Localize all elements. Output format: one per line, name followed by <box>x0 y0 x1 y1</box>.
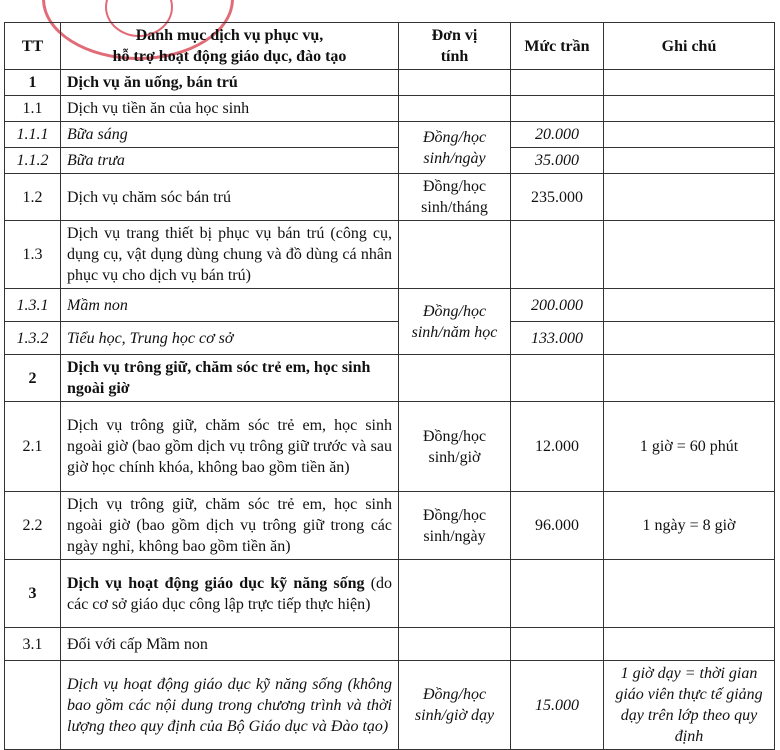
row-unit <box>399 560 511 628</box>
row-name: Tiểu học, Trung học cơ sở <box>61 322 399 355</box>
header-service-line2: hỗ trợ hoạt động giáo dục, đào tạo <box>112 48 347 65</box>
row-name: Dịch vụ ăn uống, bán trú <box>61 70 399 96</box>
row-price: 20.000 <box>511 122 604 148</box>
row-note <box>604 221 775 289</box>
row-name: Dịch vụ trông giữ, chăm sóc trẻ em, học sinh ngoài giờ (bao gồm dịch vụ trông giữ trước và sau giờ học chính khóa, không bao gồm tiền ăn) <box>61 402 399 492</box>
header-price: Mức trần <box>511 23 604 70</box>
table-row <box>5 289 775 322</box>
header-unit <box>399 23 511 70</box>
row-unit: Đồng/học sinh/tháng <box>399 174 511 221</box>
row-tt: 1 <box>5 70 61 96</box>
row-tt: 1.2 <box>5 174 61 221</box>
row-note <box>604 122 775 148</box>
table-row <box>5 628 775 661</box>
table-row <box>5 221 775 289</box>
row-note <box>604 148 775 174</box>
row-unit <box>399 96 511 122</box>
header-unit-line2: tính <box>440 48 469 65</box>
row-name: Bữa trưa <box>61 148 399 174</box>
row-tt: 3.1 <box>5 628 61 661</box>
row-unit <box>399 355 511 402</box>
row-name: Dịch vụ trông giữ, chăm sóc trẻ em, học sinh ngoài giờ (bao gồm dịch vụ trông giữ trong các ngày nghỉ, không bao gồm tiền ăn) <box>61 492 399 560</box>
row-note: 1 ngày = 8 giờ <box>604 492 775 560</box>
table-row <box>5 560 775 628</box>
row-unit <box>399 221 511 289</box>
row-note <box>604 70 775 96</box>
row-price <box>511 96 604 122</box>
row-unit: Đồng/học sinh/năm học <box>399 289 511 355</box>
row-price <box>511 560 604 628</box>
row-price: 15.000 <box>511 661 604 750</box>
row-price: 200.000 <box>511 289 604 322</box>
row-name: Dịch vụ hoạt động giáo dục kỹ năng sống (không bao gồm các nội dung trong chương trình và thời lượng theo quy định của Bộ Giáo dục và Đào tạo) <box>61 661 399 750</box>
row-price: 235.000 <box>511 174 604 221</box>
table-header-row <box>5 23 775 70</box>
row-tt: 2.2 <box>5 492 61 560</box>
table-row <box>5 96 775 122</box>
row-note: 1 giờ dạy = thời gian giáo viên thực tế giảng dạy trên lớp theo quy định <box>604 661 775 750</box>
row-price <box>511 355 604 402</box>
row-unit: Đồng/học sinh/ngày <box>399 122 511 174</box>
row-name: Đối với cấp Mầm non <box>61 628 399 661</box>
row-unit <box>399 628 511 661</box>
row-name: Mầm non <box>61 289 399 322</box>
header-note: Ghi chú <box>604 23 775 70</box>
row-unit: Đồng/học sinh/ngày <box>399 492 511 560</box>
service-price-table <box>4 22 775 750</box>
row-note <box>604 96 775 122</box>
row-tt: 1.3 <box>5 221 61 289</box>
row-tt: 1.1 <box>5 96 61 122</box>
row-tt: 1.1.1 <box>5 122 61 148</box>
table-row <box>5 148 775 174</box>
row-tt: 2.1 <box>5 402 61 492</box>
row-note <box>604 322 775 355</box>
row-tt: 1.1.2 <box>5 148 61 174</box>
row-price <box>511 628 604 661</box>
header-tt: TT <box>5 23 61 70</box>
row-unit: Đồng/học sinh/giờ dạy <box>399 661 511 750</box>
row-name: Dịch vụ tiền ăn của học sinh <box>61 96 399 122</box>
row-tt <box>5 661 61 750</box>
row-unit: Đồng/học sinh/giờ <box>399 402 511 492</box>
table-row <box>5 322 775 355</box>
table-row <box>5 402 775 492</box>
row-name: Dịch vụ trông giữ, chăm sóc trẻ em, học sinh ngoài giờ <box>61 355 399 402</box>
row-name: Bữa sáng <box>61 122 399 148</box>
row-price: 133.000 <box>511 322 604 355</box>
row-price: 12.000 <box>511 402 604 492</box>
row-note <box>604 289 775 322</box>
row-price: 35.000 <box>511 148 604 174</box>
table-row <box>5 70 775 96</box>
row-tt: 1.3.1 <box>5 289 61 322</box>
table-row <box>5 174 775 221</box>
row-note <box>604 355 775 402</box>
row-price <box>511 70 604 96</box>
header-unit-line1: Đơn vị <box>431 27 478 44</box>
row-note <box>604 560 775 628</box>
row-name <box>61 560 399 628</box>
row-name-rest: (do các cơ sở giáo dục công lập trực tiếp thực hiện) <box>67 574 393 613</box>
row-tt: 2 <box>5 355 61 402</box>
row-name: Dịch vụ trang thiết bị phục vụ bán trú (công cụ, dụng cụ, vật dụng dùng chung và đồ dùng cá nhân phục vụ cho dịch vụ bán trú) <box>61 221 399 289</box>
row-tt: 3 <box>5 560 61 628</box>
row-note <box>604 174 775 221</box>
table-row <box>5 661 775 750</box>
row-price <box>511 221 604 289</box>
row-name-bold: Dịch vụ hoạt động giáo dục kỹ năng sống <box>67 574 365 592</box>
table-row <box>5 355 775 402</box>
row-price: 96.000 <box>511 492 604 560</box>
row-note: 1 giờ = 60 phút <box>604 402 775 492</box>
row-note <box>604 628 775 661</box>
table-row <box>5 122 775 148</box>
row-unit <box>399 70 511 96</box>
row-name: Dịch vụ chăm sóc bán trú <box>61 174 399 221</box>
table-row <box>5 492 775 560</box>
header-service-line1: Danh mục dịch vụ phục vụ, <box>135 27 324 44</box>
row-tt: 1.3.2 <box>5 322 61 355</box>
header-service <box>61 23 399 70</box>
